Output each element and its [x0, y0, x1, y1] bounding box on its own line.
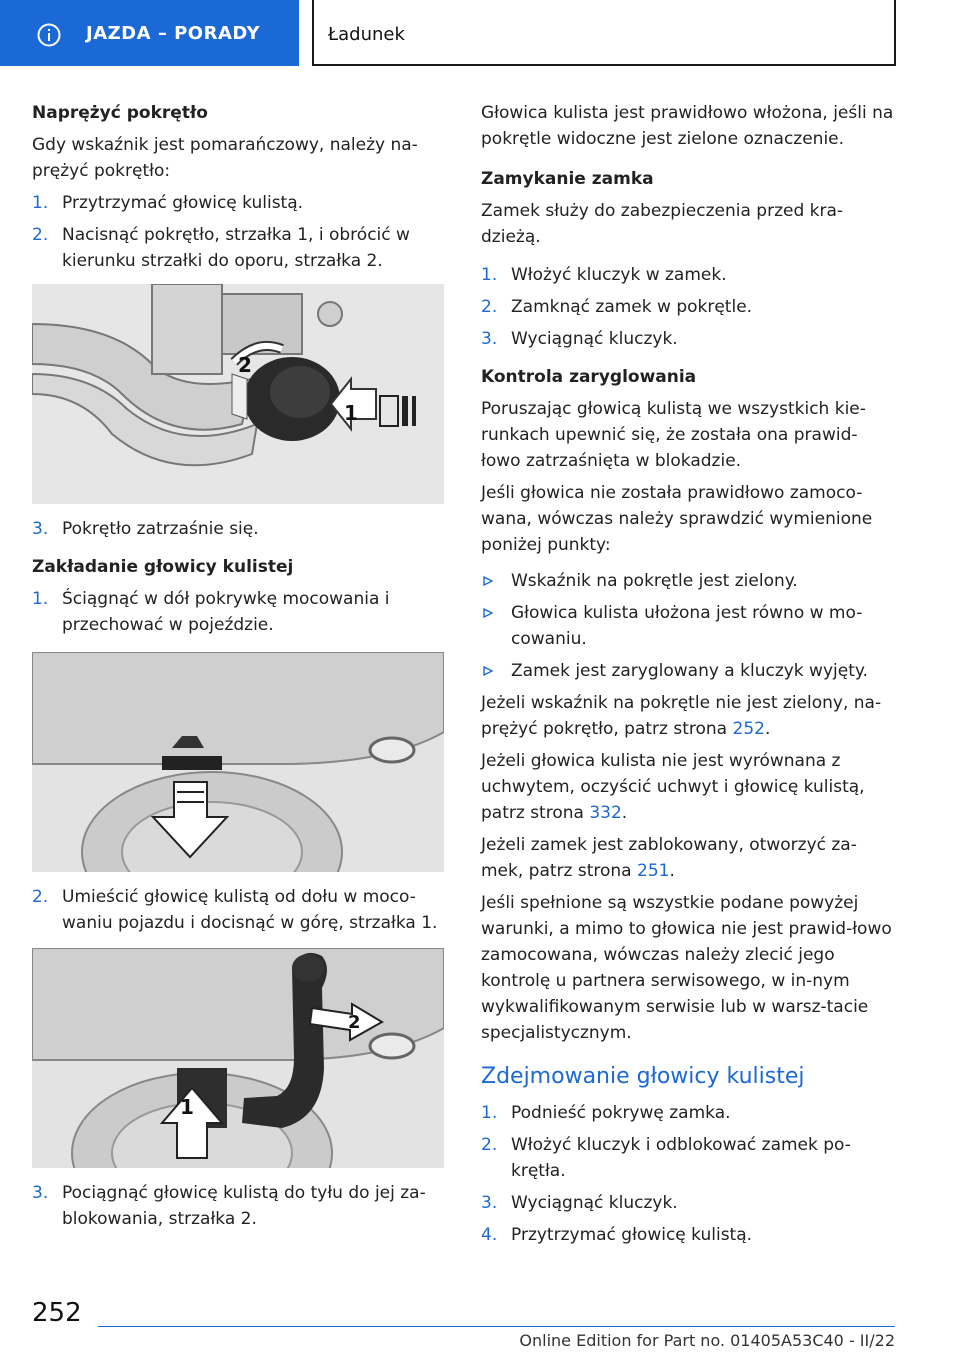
arrow-label-2: 2 [238, 353, 252, 377]
text: Jeżeli wskaźnik na pokrętle nie jest zielony, na-prężyć pokrętło, patrz strona [481, 693, 882, 739]
list-item [32, 516, 444, 542]
list-item [481, 1100, 895, 1126]
list-item [481, 262, 895, 288]
paragraph-green-mark: Głowica kulista jest prawidłowo włożona, jeśli na pokrętle widoczne jest zielone oznaczenie. [481, 103, 894, 149]
page-link-332[interactable]: 332 [589, 803, 622, 823]
step-number: 3. [32, 1183, 49, 1203]
triangle-bullet-icon [483, 608, 493, 618]
chapter-tab[interactable] [0, 0, 299, 66]
step-number: 2. [481, 297, 498, 317]
arrow-label-1: 1 [180, 1095, 194, 1119]
heading-check: Kontrola zaryglowania [481, 367, 697, 387]
step-text: Włożyć kluczyk w zamek. [511, 265, 727, 285]
page-link-252[interactable]: 252 [732, 719, 765, 739]
step-number: 1. [481, 265, 498, 285]
right-column [481, 98, 895, 1254]
list-item [481, 326, 895, 352]
step-text: Ściągnąć w dół pokrywkę mocowania i przechować w pojeździe. [62, 589, 390, 635]
paragraph-not-aligned: Jeżeli głowica kulista nie jest wyrównana z uchwytem, oczyścić uchwyt i głowicę kulistą, patrz strona 332. [481, 751, 865, 823]
arrow-label-2: 2 [348, 1012, 361, 1033]
step-text: Zamknąć zamek w pokrętle. [511, 297, 753, 317]
step-number: 4. [481, 1225, 498, 1245]
list-item [481, 1190, 895, 1216]
triangle-bullet-icon [483, 666, 493, 676]
chapter-label: JAZDA – PORADY [86, 23, 261, 44]
page-number: 252 [32, 1298, 82, 1328]
step-number: 3. [481, 329, 498, 349]
list-item [481, 1132, 895, 1184]
paragraph-check-2: Jeśli głowica nie została prawidłowo zamoco-wana, wówczas należy sprawdzić wymienione poniżej punkty: [481, 483, 873, 555]
list-item [481, 568, 895, 594]
check-bullets [481, 568, 895, 684]
heading-lock: Zamykanie zamka [481, 169, 654, 189]
paragraph-lock: Zamek służy do zabezpieczenia przed kra-dzieżą. [481, 201, 844, 247]
step-text: Nacisnąć pokrętło, strzałka 1, i obrócić w kierunku strzałki do oporu, strzałka 2. [62, 225, 410, 271]
step-number: 2. [481, 1135, 498, 1155]
arrow-label-1: 1 [344, 401, 358, 425]
left-column [32, 98, 444, 1238]
step-number: 2. [32, 887, 49, 907]
section-header [312, 0, 896, 66]
bullet-text: Zamek jest zaryglowany a kluczyk wyjęty. [511, 661, 868, 681]
list-item [32, 190, 444, 216]
steps-lock [481, 262, 895, 352]
list-item [481, 658, 895, 684]
triangle-bullet-icon [483, 576, 493, 586]
step-text: Pociągnąć głowicę kulistą do tyłu do jej za-blokowania, strzałka 2. [62, 1183, 426, 1229]
step-text: Wyciągnąć kluczyk. [511, 329, 678, 349]
list-item [481, 1222, 895, 1248]
list-item [32, 884, 444, 936]
heading-mount: Zakładanie głowicy kulistej [32, 557, 294, 577]
paragraph-not-green: Jeżeli wskaźnik na pokrętle nie jest zielony, na-prężyć pokrętło, patrz strona 252. [481, 693, 882, 739]
section-title: Ładunek [328, 24, 405, 45]
steps-tension-end [32, 516, 444, 542]
text: Jeżeli zamek jest zablokowany, otworzyć za-mek, patrz strona [481, 835, 857, 881]
step-text: Wyciągnąć kluczyk. [511, 1193, 678, 1213]
footer-divider [98, 1326, 895, 1327]
ball-head-illustration [32, 948, 444, 1168]
heading-tension: Naprężyć pokrętło [32, 103, 208, 123]
steps-remove [481, 1100, 895, 1248]
step-text: Przytrzymać głowicę kulistą. [511, 1225, 753, 1245]
knob-illustration [32, 284, 444, 504]
step-number: 1. [32, 193, 49, 213]
heading-remove: Zdejmowanie głowicy kulistej [481, 1064, 805, 1089]
list-item [32, 222, 444, 274]
step-number: 1. [481, 1103, 498, 1123]
list-item [32, 1180, 444, 1232]
step-text: Przytrzymać głowicę kulistą. [62, 193, 304, 213]
edition-text: Online Edition for Part no. 01405A53C40 - II/22 [519, 1331, 895, 1350]
bullet-text: Głowica kulista ułożona jest równo w mo-cowaniu. [511, 603, 863, 649]
figure-ball-head-insert [32, 948, 444, 1168]
bumper-illustration [32, 652, 444, 872]
list-item [32, 586, 444, 638]
steps-mount-3 [32, 1180, 444, 1232]
step-text: Włożyć kluczyk i odblokować zamek po-krętła. [511, 1135, 851, 1181]
list-item [481, 294, 895, 320]
steps-mount-1 [32, 586, 444, 638]
steps-mount-2 [32, 884, 444, 936]
steps-tension [32, 190, 444, 274]
step-text: Podnieść pokrywę zamka. [511, 1103, 731, 1123]
step-number: 2. [32, 225, 49, 245]
paragraph-locked: Jeżeli zamek jest zablokowany, otworzyć za-mek, patrz strona 251. [481, 835, 857, 881]
paragraph-check-1: Poruszając głowicą kulistą we wszystkich kie-runkach upewnić się, że została ona prawid-łowo zatrzaśnięta w blokadzie. [481, 399, 866, 471]
step-text: Pokrętło zatrzaśnie się. [62, 519, 259, 539]
intro-text: Gdy wskaźnik jest pomarańczowy, należy na-prężyć pokrętło: [32, 135, 418, 181]
info-icon [37, 23, 61, 47]
page-link-251[interactable]: 251 [637, 861, 670, 881]
bullet-text: Wskaźnik na pokrętle jest zielony. [511, 571, 798, 591]
step-number: 1. [32, 589, 49, 609]
paragraph-service: Jeśli spełnione są wszystkie podane powyżej warunki, a mimo to głowica nie jest prawid-łowo zamocowana, wówczas należy zlecić jego kontrolę u partnera serwisowego, w in-nym wykwalifikowanym serwisie lub w warsz-tacie specjalistycznym. [481, 893, 892, 1043]
step-number: 3. [32, 519, 49, 539]
step-number: 3. [481, 1193, 498, 1213]
list-item [481, 600, 895, 652]
figure-knob-tension [32, 284, 444, 504]
text: Jeżeli głowica kulista nie jest wyrównana z uchwytem, oczyścić uchwyt i głowicę kulistą, patrz strona [481, 751, 865, 823]
step-text: Umieścić głowicę kulistą od dołu w moco-waniu pojazdu i docisnąć w górę, strzałka 1. [62, 887, 438, 933]
figure-cover-removal [32, 652, 444, 872]
